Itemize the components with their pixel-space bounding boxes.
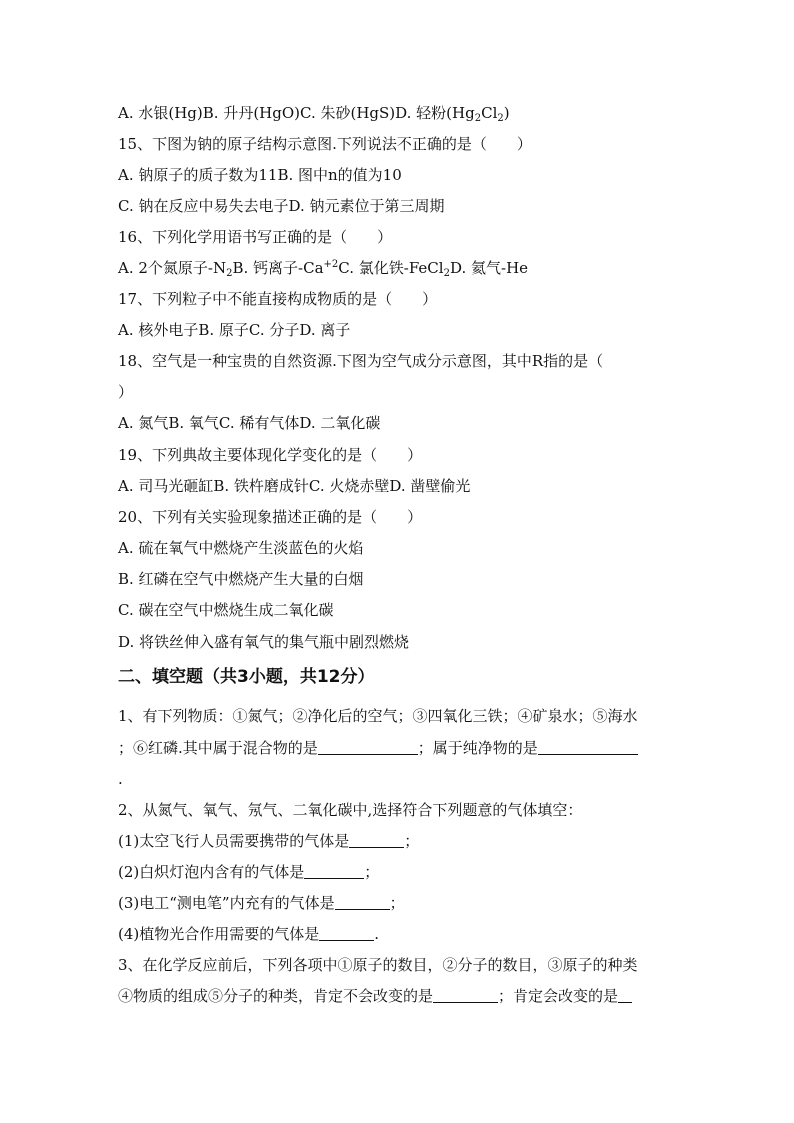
q18-options: A. 氮气B. 氧气C. 稀有气体D. 二氧化碳 [118,414,381,432]
f3-text-2: ；肯定会改变的是 [498,987,619,1005]
q20-option-b: B. 红磷在空气中燃烧产生大量的白烟 [118,570,364,588]
f2-4-end: . [374,925,380,943]
fill-question-3-line2 [118,986,632,1006]
question-19: 19、下列典故主要体现化学变化的是（ ） [118,446,423,464]
q16-option-d: D. 氦气-He [449,259,529,277]
f3-text: ④物质的组成⑤分子的种类，肯定不会改变的是 [118,987,434,1005]
question-18: 18、空气是一种宝贵的自然资源.下图为空气成分示意图，其中R指的是（ [118,352,604,370]
f2-1-end: ； [404,832,420,850]
f2-2-text: (2)白炽灯泡内含有的气体是 [118,863,305,881]
q14-options-text-3: ) [503,104,510,122]
question-16: 16、下列化学用语书写正确的是（ ） [118,228,393,246]
q16-option-c: C. 氯化铁-FeCl [338,259,444,277]
answer-blank[interactable] [335,894,390,910]
q16-option-b: B. 钙离子-Ca [232,259,324,277]
answer-blank[interactable] [304,863,364,879]
q16-option-a: A. 2个氮原子-N [118,259,227,277]
fill-question-3: 3、在化学反应前后，下列各项中①原子的数目，②分子的数目，③原子的种类 [118,956,638,974]
section-heading: 二、填空题（共3小题，共12分） [118,667,375,687]
f2-1-text: (1)太空飞行人员需要携带的气体是 [118,832,350,850]
q20-option-a: A. 硫在氧气中燃烧产生淡蓝色的火焰 [118,539,364,557]
q14-options [118,103,510,123]
subscript: 2 [226,268,233,279]
question-18-continued: ） [118,383,134,401]
question-20: 20、下列有关实验现象描述正确的是（ ） [118,508,423,526]
f1-text: ；⑥红磷.其中属于混合物的是 [118,739,318,757]
q17-options: A. 核外电子B. 原子C. 分子D. 离子 [118,321,351,339]
question-17: 17、下列粒子中不能直接构成物质的是（ ） [118,290,438,308]
q20-option-c: C. 碳在空气中燃烧生成二氧化碳 [118,601,334,619]
subscript: 2 [443,268,450,279]
fill-question-2-item1 [118,831,419,851]
f2-3-text: (3)电工“测电笔”内充有的气体是 [118,894,335,912]
answer-blank[interactable] [318,739,418,755]
q14-options-text-2: Cl [481,104,498,122]
answer-blank[interactable] [319,925,374,941]
q15-options-ab: A. 钠原子的质子数为11B. 图中n的值为10 [118,166,402,184]
subscript: 2 [474,113,482,124]
f2-4-text: (4)植物光合作用需要的气体是 [118,925,320,943]
fill-question-1-line3: . [118,770,123,788]
q15-options-cd: C. 钠在反应中易失去电子D. 钠元素位于第三周期 [118,197,445,215]
q19-options: A. 司马光砸缸B. 铁杵磨成针C. 火烧赤壁D. 凿壁偷光 [118,477,471,495]
question-15: 15、下图为钠的原子结构示意图.下列说法不正确的是（ ） [118,135,532,153]
fill-question-2-item2 [118,862,379,882]
f1-text-2: ；属于纯净物的是 [417,739,538,757]
answer-blank[interactable] [349,832,404,848]
fill-question-2: 2、从氮气、氧气、氖气、二氧化碳中,选择符合下列题意的气体填空： [118,801,583,819]
fill-question-2-item4 [118,924,379,944]
f2-2-end: ； [364,863,380,881]
fill-question-1: 1、有下列物质：①氮气；②净化后的空气；③四氧化三铁；④矿泉水；⑤海水 [118,707,638,725]
superscript: +2 [323,259,339,270]
f2-3-end: ； [389,894,405,912]
answer-blank[interactable] [538,739,638,755]
q14-options-text: A. 水银(Hg)B. 升丹(HgO)C. 朱砂(HgS)D. 轻粉(Hg [118,104,475,122]
answer-blank[interactable] [433,987,498,1003]
fill-question-2-item3 [118,893,405,913]
answer-blank[interactable] [618,987,632,1003]
q16-options [118,258,528,278]
subscript: 2 [497,113,504,124]
q20-option-d: D. 将铁丝伸入盛有氧气的集气瓶中剧烈燃烧 [118,633,410,651]
fill-question-1-line2 [118,738,638,758]
